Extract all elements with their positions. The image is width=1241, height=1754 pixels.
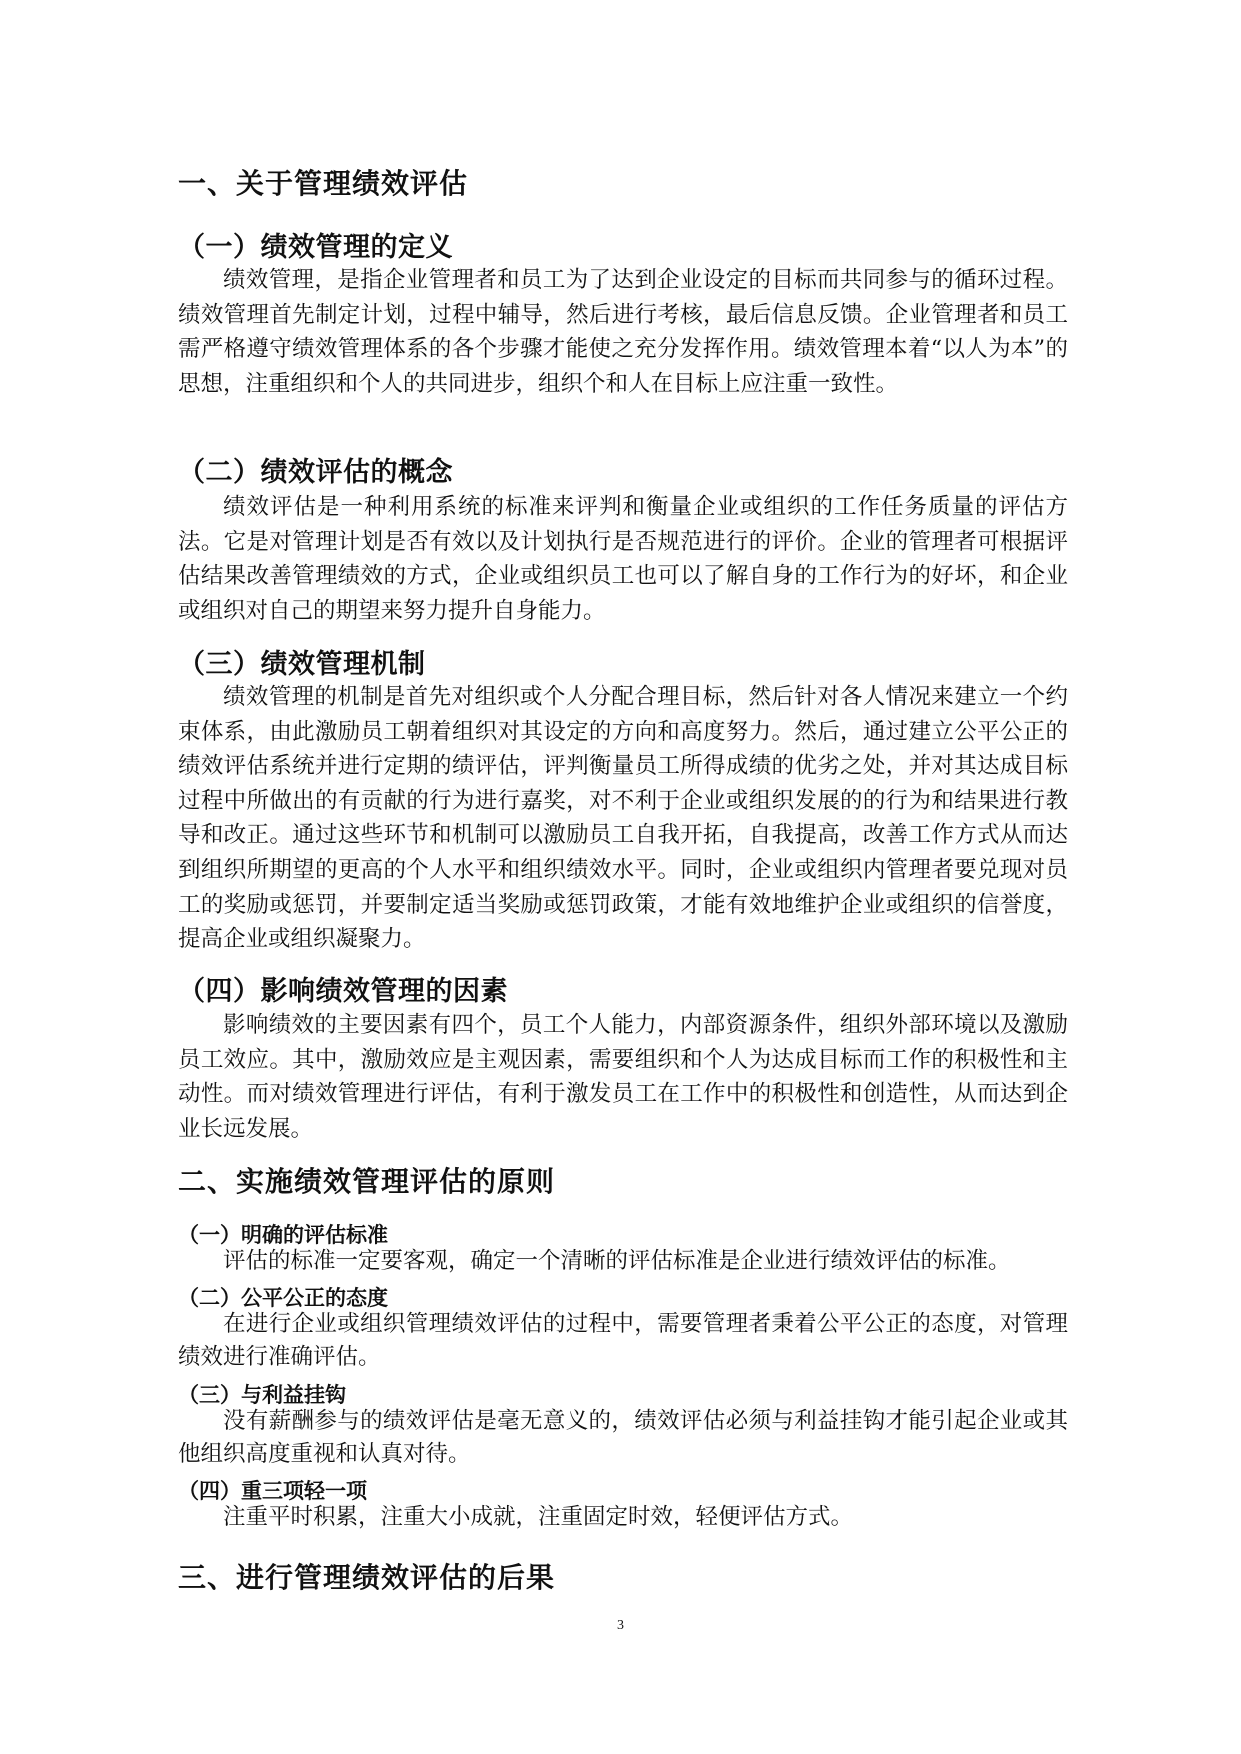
paragraph-concept: 绩效评估是一种利用系统的标准来评判和衡量企业或组织的工作任务质量的评估方法。它是对管理计划是否有效以及计划执行是否规范进行的评价。企业的管理者可根据评估结果改善管理绩效的方式，企业或组织员工也可以了解自身的工作行为的好坏，和企业或组织对自己的期望来努力提升自身能力。 <box>178 494 1068 624</box>
subsection-heading-factors: （四）影响绩效管理的因素 <box>178 976 508 1007</box>
principle-heading-standard: （一）明确的评估标准 <box>178 1223 388 1247</box>
page-number: 3 <box>617 1618 624 1633</box>
section-heading-3: 三、进行管理绩效评估的后果 <box>178 1561 556 1594</box>
paragraph-standard: 评估的标准一定要客观，确定一个清晰的评估标准是企业进行绩效评估的标准。 <box>223 1248 1011 1274</box>
paragraph-factors: 影响绩效的主要因素有四个，员工个人能力，内部资源条件，组织外部环境以及激励员工效应。其中，激励效应是主观因素，需要组织和个人为达成目标而工作的积极性和主动性。而对绩效管理进行评估，有利于激发员工在工作中的积极性和创造性，从而达到企业长远发展。 <box>178 1012 1068 1142</box>
subsection-heading-definition: （一）绩效管理的定义 <box>178 232 453 263</box>
section-heading-1: 一、关于管理绩效评估 <box>178 167 469 200</box>
section-heading-2: 二、实施绩效管理评估的原则 <box>178 1165 556 1198</box>
principle-heading-interest: （三）与利益挂钩 <box>178 1383 346 1407</box>
subsection-heading-concept: （二）绩效评估的概念 <box>178 457 453 488</box>
paragraph-definition: 绩效管理，是指企业管理者和员工为了达到企业设定的目标而共同参与的循环过程。绩效管理首先制定计划，过程中辅导，然后进行考核，最后信息反馈。企业管理者和员工需严格遵守绩效管理体系的各个步骤才能使之充分发挥作用。绩效管理本着“以人为本”的思想，注重组织和个人的共同进步，组织个和人在目标上应注重一致性。 <box>178 267 1068 397</box>
paragraph-three-one: 注重平时积累，注重大小成就，注重固定时效，轻便评估方式。 <box>223 1504 854 1530</box>
principle-heading-three-one: （四）重三项轻一项 <box>178 1479 367 1503</box>
principle-heading-fairness: （二）公平公正的态度 <box>178 1286 388 1310</box>
paragraph-interest: 没有薪酬参与的绩效评估是毫无意义的，绩效评估必须与利益挂钩才能引起企业或其他组织高度重视和认真对待。 <box>178 1408 1068 1467</box>
subsection-heading-mechanism: （三）绩效管理机制 <box>178 649 426 680</box>
paragraph-mechanism: 绩效管理的机制是首先对组织或个人分配合理目标，然后针对各人情况来建立一个约束体系，由此激励员工朝着组织对其设定的方向和高度努力。然后，通过建立公平公正的绩效评估系统并进行定期的绩评估，评判衡量员工所得成绩的优劣之处，并对其达成目标过程中所做出的有贡献的行为进行嘉奖，对不利于企业或组织发展的的行为和结果进行教导和改正。通过这些环节和机制可以激励员工自我开拓，自我提高，改善工作方式从而达到组织所期望的更高的个人水平和组织绩效水平。同时，企业或组织内管理者要兑现对员工的奖励或惩罚，并要制定适当奖励或惩罚政策，才能有效地维护企业或组织的信誉度，提高企业或组织凝聚力。 <box>178 684 1068 953</box>
paragraph-fairness: 在进行企业或组织管理绩效评估的过程中，需要管理者秉着公平公正的态度，对管理绩效进行准确评估。 <box>178 1311 1068 1370</box>
